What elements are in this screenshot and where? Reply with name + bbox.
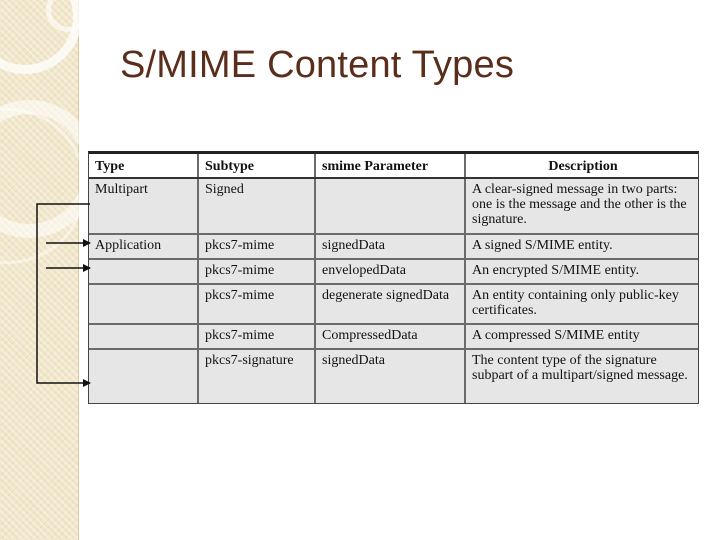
slide-title: S/MIME Content Types [120,44,515,86]
cell-subtype: Signed [199,179,316,233]
cell-description: An encrypted S/MIME entity. [472,263,640,278]
cell-subtype: pkcs7-mime [199,235,316,258]
cell-subtype: pkcs7-mime [199,325,316,348]
cell-description: The content type of the signature subpart of a multipart/signed message. [472,353,688,383]
header-subtype: Subtype [199,154,316,177]
header-smime-parameter: smime Parameter [316,154,466,177]
header-description: Description [548,159,618,174]
cell-smime-parameter: CompressedData [316,325,466,348]
cell-description: A signed S/MIME entity. [472,238,613,253]
cell-type: Multipart [89,179,199,233]
cell-description: A clear-signed message in two parts: one is the message and the other is the signature. [472,182,687,227]
cell-smime-parameter: degenerate signedData [316,285,466,323]
header-type: Type [89,154,199,177]
cell-smime-parameter: signedData [316,235,466,258]
cell-type: Application [89,235,199,258]
cell-subtype: pkcs7-mime [199,285,316,323]
cell-description: A compressed S/MIME entity [472,328,640,343]
cell-smime-parameter: envelopedData [316,260,466,283]
cell-description: An entity containing only public-key certificates. [472,288,679,318]
cell-smime-parameter: signedData [316,350,466,403]
cell-subtype: pkcs7-signature [199,350,316,403]
cell-subtype: pkcs7-mime [199,260,316,283]
bracket-arrow-multipart [37,204,90,383]
